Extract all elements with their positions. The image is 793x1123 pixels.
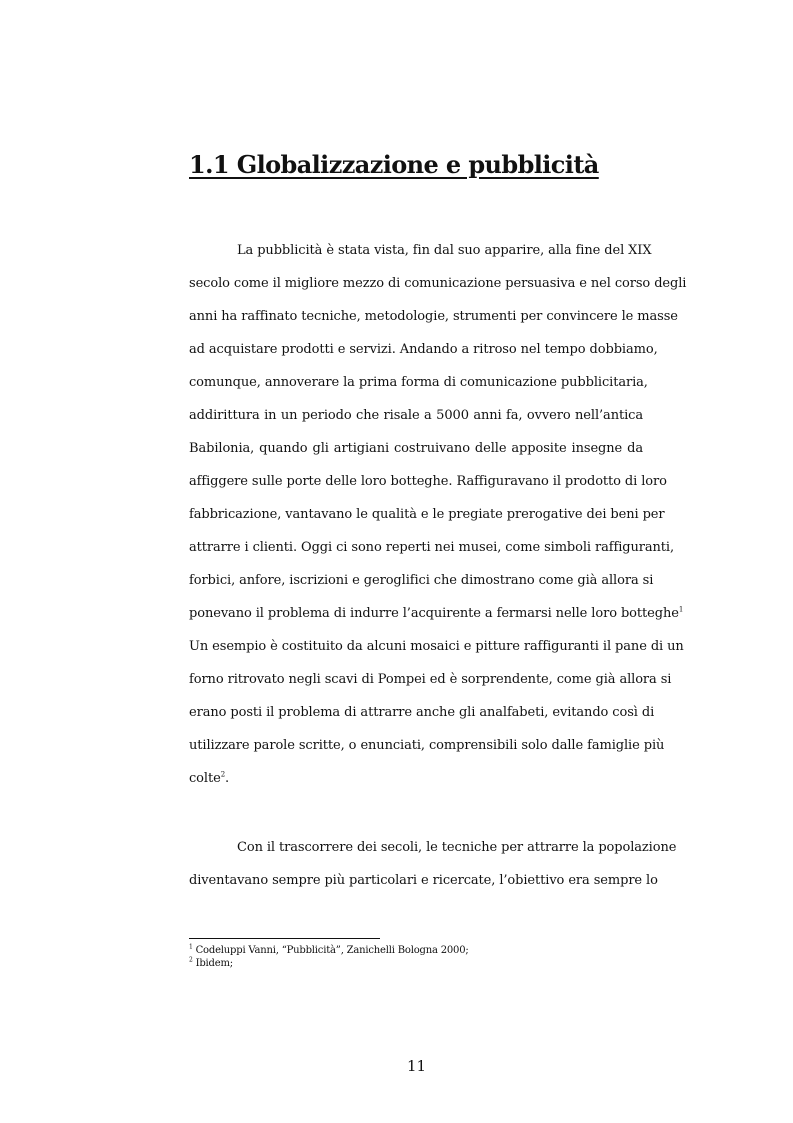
paragraph-line: addirittura in un periodo che risale a 5000 anni fa, ovvero nell’antica bbox=[189, 408, 643, 423]
footnote-number: 2 bbox=[189, 956, 193, 964]
paragraph-line: secolo come il migliore mezzo di comunicazione persuasiva e nel corso degli bbox=[189, 276, 687, 291]
paragraph-line bbox=[189, 762, 643, 795]
footnote-number: 1 bbox=[189, 943, 193, 951]
paragraph-line: attrarre i clienti. Oggi ci sono reperti nei musei, come simboli raffiguranti, bbox=[189, 540, 675, 555]
footnote-1 bbox=[189, 944, 649, 957]
footnote-text: Ibidem; bbox=[195, 958, 233, 969]
paragraph-line: forno ritrovato negli scavi di Pompei ed è sorprendente, come già allora si bbox=[189, 672, 672, 687]
paragraph-line: Con il trascorrere dei secoli, le tecniche per attrarre la popolazione bbox=[237, 840, 677, 855]
footnote-ref-1[interactable]: 1 bbox=[678, 605, 684, 614]
paragraph-end-punct: . bbox=[225, 771, 230, 786]
paragraph-line: anni ha raffinato tecniche, metodologie, strumenti per convincere le masse bbox=[189, 309, 678, 324]
paragraph-line: comunque, annoverare la prima forma di comunicazione pubblicitaria, bbox=[189, 375, 648, 390]
paragraph-line: erano posti il problema di attrarre anche gli analfabeti, evitando così di bbox=[189, 705, 655, 720]
body-paragraph-1 bbox=[189, 234, 687, 795]
paragraph-line-text: colte bbox=[189, 771, 221, 786]
paragraph-line: utilizzare parole scritte, o enunciati, comprensibili solo dalle famiglie più bbox=[189, 738, 665, 753]
paragraph-line: diventavano sempre più particolari e ricercate, l’obiettivo era sempre lo bbox=[189, 873, 658, 888]
footnote-ref-2[interactable]: 2 bbox=[220, 770, 226, 779]
paragraph-line: affiggere sulle porte delle loro botteghe. Raffiguravano il prodotto di loro bbox=[189, 474, 667, 489]
footnote-2 bbox=[189, 957, 649, 970]
paragraph-line: Un esempio è costituito da alcuni mosaici e pitture raffiguranti il pane di un bbox=[189, 639, 684, 654]
paragraph-line: forbici, anfore, iscrizioni e geroglifici che dimostrano come già allora si bbox=[189, 573, 654, 588]
paragraph-line: fabbricazione, vantavano le qualità e le pregiate prerogative dei beni per bbox=[189, 507, 665, 522]
paragraph-line-text: ponevano il problema di indurre l’acquirente a fermarsi nelle loro botteghe bbox=[189, 606, 679, 621]
footnote-divider bbox=[189, 938, 380, 939]
page-number: 11 bbox=[406, 1057, 427, 1075]
footnote-text: Codeluppi Vanni, “Pubblicità”, Zanichelli Bologna 2000; bbox=[195, 945, 469, 956]
paragraph-line: Babilonia, quando gli artigiani costruivano delle apposite insegne da bbox=[189, 441, 643, 456]
section-title: 1.1 Globalizzazione e pubblicità bbox=[189, 150, 599, 179]
paragraph-line bbox=[189, 597, 684, 630]
footnotes bbox=[189, 944, 649, 970]
paragraph-line: ad acquistare prodotti e servizi. Andando a ritroso nel tempo dobbiamo, bbox=[189, 342, 658, 357]
paragraph-line: La pubblicità è stata vista, fin dal suo apparire, alla fine del XIX bbox=[237, 243, 652, 258]
body-paragraph-2 bbox=[189, 831, 677, 897]
